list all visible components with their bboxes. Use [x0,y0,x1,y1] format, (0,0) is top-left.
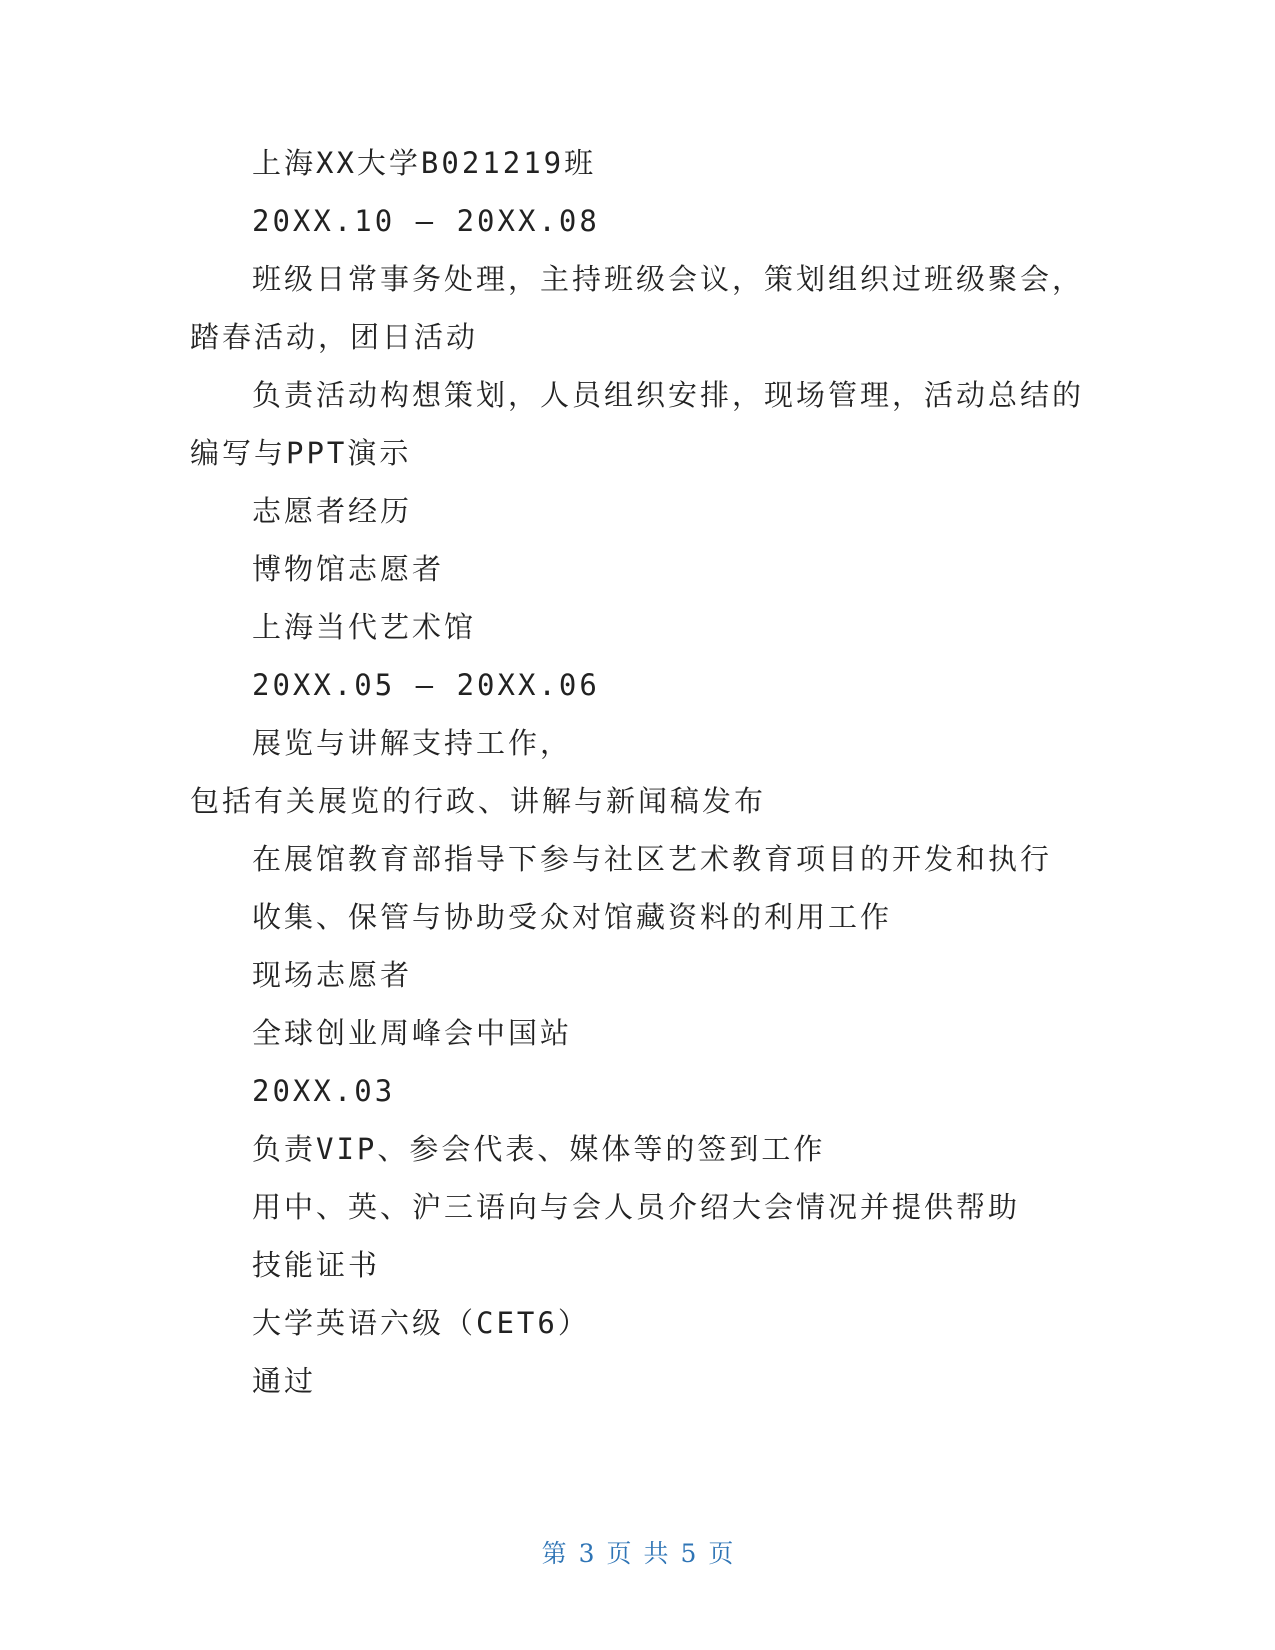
text-line: 20XX.03 [252,1074,396,1108]
text-line: 博物馆志愿者 [252,552,445,586]
footer-label: 页 [606,1539,632,1568]
text-line: 通过 [252,1364,317,1398]
text-line: 踏春活动，团日活动 [190,320,479,354]
text-line: 负责活动构想策划，人员组织安排，现场管理，活动总结的 [252,378,1085,412]
text-line: 收集、保管与协助受众对馆藏资料的利用工作 [252,900,893,934]
text-line: 20XX.05 – 20XX.06 [252,668,600,702]
section-heading: 志愿者经历 [252,494,413,528]
text-line: 用中、英、沪三语向与会人员介绍大会情况并提供帮助 [252,1190,1021,1224]
text-line: 现场志愿者 [252,958,413,992]
text-line: 上海当代艺术馆 [252,610,477,644]
footer-label: 共 [643,1539,669,1568]
text-line: 编写与PPT演示 [190,436,412,470]
footer-label: 页 [708,1539,734,1568]
text-line: 在展馆教育部指导下参与社区艺术教育项目的开发和执行 [252,842,1053,876]
footer-total-pages: 5 [680,1539,697,1568]
footer-current-page: 3 [578,1539,595,1568]
text-line: 20XX.10 – 20XX.08 [252,204,600,238]
text-line: 上海XX大学B021219班 [252,146,597,180]
footer-label: 第 [541,1539,567,1568]
text-line: 大学英语六级（CET6） [252,1306,590,1340]
text-line: 包括有关展览的行政、讲解与新闻稿发布 [190,784,767,818]
page-footer [0,1537,1275,1571]
text-line: 负责VIP、参会代表、媒体等的签到工作 [252,1132,826,1166]
text-line: 展览与讲解支持工作， [252,726,573,760]
text-line: 全球创业周峰会中国站 [252,1016,573,1050]
section-heading: 技能证书 [252,1248,381,1282]
text-line: 班级日常事务处理，主持班级会议，策划组织过班级聚会， [252,262,1085,296]
